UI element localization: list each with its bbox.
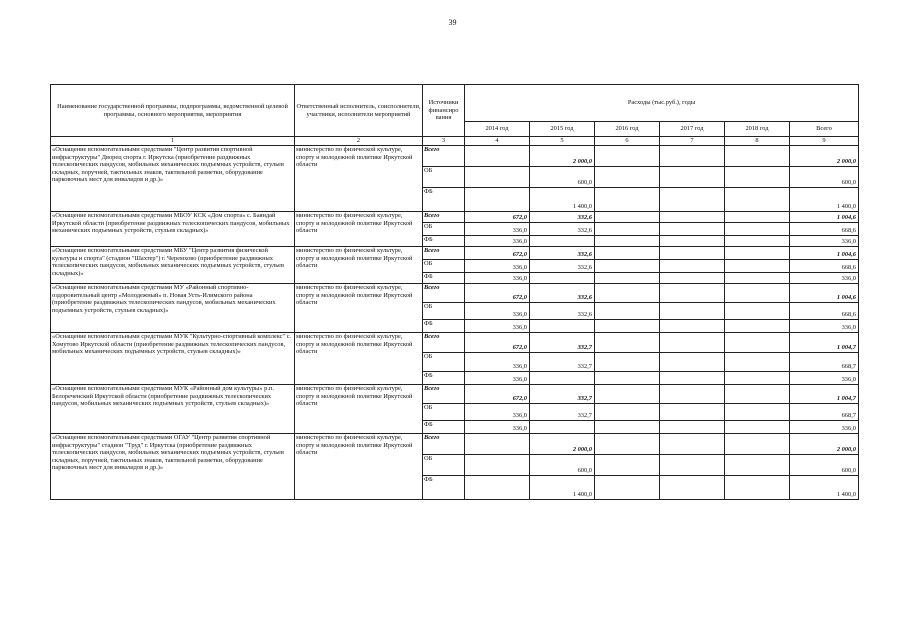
activity-executor: министерство по физической культуре, спорту и молодежной политике Иркутской области (295, 385, 423, 434)
amount-cell (595, 236, 660, 247)
amount-cell: 336,0 (465, 353, 530, 372)
funding-source: Всего (423, 385, 465, 404)
header-source: Источники финансиро вания (423, 85, 465, 137)
amount-cell: 1 004,7 (790, 385, 859, 404)
activity-executor: министерство по физической культуре, спорту и молодежной политике Иркутской области (295, 212, 423, 247)
activity-name: «Оснащение вспомогательными средствами ОГАУ "Центр развития спортивной инфраструктуры" стадион "Труд" г. Иркутска (приобретение раздвижных телескопических пандусов, мобильных механических подъемных устройств, стульев складных, поручней, тактильных знаков, тактильной разметки, оборудование парковочных мест для инвалидов и др.)» (51, 434, 295, 500)
amount-cell: 672,0 (465, 212, 530, 223)
column-number: 9 (790, 137, 859, 146)
amount-cell: 336,0 (790, 320, 859, 333)
amount-cell: 336,0 (465, 223, 530, 236)
amount-cell: 336,0 (465, 372, 530, 385)
column-number: 6 (595, 137, 660, 146)
table-row (51, 434, 859, 455)
amount-cell (725, 372, 790, 385)
amount-cell: 1 004,6 (790, 284, 859, 303)
header-year-2015: 2015 год (530, 122, 595, 137)
amount-cell (725, 236, 790, 247)
funding-source: ОБ (423, 167, 465, 188)
header-year-2018: 2018 год (725, 122, 790, 137)
amount-cell (595, 404, 660, 421)
column-number: 4 (465, 137, 530, 146)
amount-cell (660, 167, 725, 188)
amount-cell (530, 273, 595, 284)
amount-cell: 1 004,6 (790, 212, 859, 223)
amount-cell: 1 004,7 (790, 333, 859, 353)
header-executor: Ответственный исполнитель, соисполнители, участники, исполнители мероприятий (295, 85, 423, 137)
activity-name: «Оснащение вспомогательными средствами "Центр развития спортивной инфраструктуры" Дворец спорта г. Иркутска (приобретение раздвижных телескопических пандусов, мобильных механических подъемных устройств, стульев складных, поручней, тактильных знаков, тактильной разметки, оборудование парковочных мест для инвалидов и др.)» (51, 146, 295, 212)
amount-cell (465, 455, 530, 476)
funding-source: ФБ (423, 320, 465, 333)
amount-cell: 336,0 (790, 421, 859, 434)
amount-cell: 332,6 (530, 247, 595, 260)
amount-cell (595, 353, 660, 372)
amount-cell (725, 353, 790, 372)
funding-source: ФБ (423, 372, 465, 385)
header-year-2017: 2017 год (660, 122, 725, 137)
amount-cell (725, 455, 790, 476)
header-costs: Расходы (тыс.руб.), годы (465, 85, 859, 122)
amount-cell: 336,0 (465, 421, 530, 434)
funding-source: Всего (423, 333, 465, 353)
amount-cell (660, 421, 725, 434)
amount-cell: 336,0 (465, 236, 530, 247)
activity-name: «Оснащение вспомогательными средствами МУК "Культурно-спортивный комплекс" с. Хомутово Иркутской области (приобретение раздвижных телескопических пандусов, мобильных механических подъемных устройств, стульев складных)» (51, 333, 295, 385)
page-number: 39 (448, 18, 457, 27)
amount-cell (595, 223, 660, 236)
amount-cell: 336,0 (465, 404, 530, 421)
amount-cell: 332,7 (530, 385, 595, 404)
activity-name: «Оснащение вспомогательными средствами МБУ "Центр развития физической культуры и спорта" (стадион "Шахтер") г. Черемхово (приобретение раздвижных телескопических пандусов, мобильных механических подъемных устройств, стульев складных)» (51, 247, 295, 284)
amount-cell (725, 260, 790, 273)
amount-cell (530, 320, 595, 333)
amount-cell (725, 303, 790, 320)
amount-cell (595, 303, 660, 320)
amount-cell: 336,0 (465, 260, 530, 273)
amount-cell (660, 223, 725, 236)
activity-executor: министерство по физической культуре, спорту и молодежной политике Иркутской области (295, 284, 423, 333)
activity-name: «Оснащение вспомогательными средствами МУ «Районный спортивно-оздоровительный центр «Молодежный» п. Новая Усть-Илимского района (приобретение раздвижных телескопических пандусов, мобильных механических подъемных устройств, стульев складных)» (51, 284, 295, 333)
amount-cell (530, 236, 595, 247)
amount-cell (595, 455, 660, 476)
amount-cell: 668,7 (790, 404, 859, 421)
table-row (51, 385, 859, 404)
amount-cell: 1 400,0 (790, 188, 859, 212)
funding-source: ОБ (423, 223, 465, 236)
funding-source: ФБ (423, 273, 465, 284)
funding-source: ФБ (423, 236, 465, 247)
table-row (51, 284, 859, 303)
amount-cell: 668,6 (790, 223, 859, 236)
amount-cell (595, 320, 660, 333)
amount-cell (725, 247, 790, 260)
amount-cell (595, 212, 660, 223)
funding-source: ФБ (423, 476, 465, 500)
column-number: 5 (530, 137, 595, 146)
amount-cell (465, 167, 530, 188)
header-total: Всего (790, 122, 859, 137)
amount-cell: 332,6 (530, 260, 595, 273)
amount-cell (530, 421, 595, 434)
activity-executor: министерство по физической культуре, спорту и молодежной политике Иркутской области (295, 247, 423, 284)
amount-cell: 668,6 (790, 260, 859, 273)
amount-cell (660, 247, 725, 260)
amount-cell: 600,0 (790, 167, 859, 188)
amount-cell (660, 303, 725, 320)
column-number: 3 (423, 137, 465, 146)
amount-cell: 672,0 (465, 284, 530, 303)
amount-cell: 2 000,0 (530, 146, 595, 167)
amount-cell (725, 421, 790, 434)
amount-cell (660, 284, 725, 303)
amount-cell (595, 372, 660, 385)
amount-cell: 336,0 (790, 372, 859, 385)
amount-cell (465, 188, 530, 212)
amount-cell (595, 284, 660, 303)
amount-cell (595, 188, 660, 212)
amount-cell: 1 400,0 (530, 188, 595, 212)
table-row (51, 333, 859, 353)
amount-cell (725, 333, 790, 353)
amount-cell (465, 146, 530, 167)
column-number: 7 (660, 137, 725, 146)
activity-name: «Оснащение вспомогательными средствами МУК «Районный дом культуры» р.п. Белореченский Иркутской области (приобретение раздвижных телескопических пандусов, мобильных механических подъемных устройств, стульев складных)» (51, 385, 295, 434)
amount-cell (725, 385, 790, 404)
amount-cell: 336,0 (465, 320, 530, 333)
amount-cell (595, 421, 660, 434)
amount-cell (595, 273, 660, 284)
amount-cell (595, 385, 660, 404)
funding-source: ОБ (423, 404, 465, 421)
amount-cell (660, 476, 725, 500)
amount-cell (595, 260, 660, 273)
amount-cell (660, 372, 725, 385)
amount-cell: 336,0 (790, 236, 859, 247)
funding-source: Всего (423, 247, 465, 260)
amount-cell (725, 476, 790, 500)
amount-cell: 672,0 (465, 247, 530, 260)
amount-cell: 332,7 (530, 333, 595, 353)
header-year-2014: 2014 год (465, 122, 530, 137)
amount-cell (595, 333, 660, 353)
amount-cell (725, 404, 790, 421)
header-name: Наименование государственной программы, подпрограммы, ведомственной целевой программы, основного мероприятия, мероприятия (51, 85, 295, 137)
amount-cell (725, 284, 790, 303)
header-year-2016: 2016 год (595, 122, 660, 137)
amount-cell: 600,0 (790, 455, 859, 476)
table-row (51, 247, 859, 260)
amount-cell (660, 236, 725, 247)
amount-cell: 600,0 (530, 455, 595, 476)
column-number: 8 (725, 137, 790, 146)
amount-cell (660, 188, 725, 212)
column-number: 2 (295, 137, 423, 146)
activity-name: «Оснащение вспомогательными средствами МБОУ КСК «Дом спорта» с. Баяндай Иркутской области (приобретение раздвижных телескопических пандусов, мобильных механических подъемных устройств, стульев складных)» (51, 212, 295, 247)
amount-cell: 332,7 (530, 404, 595, 421)
amount-cell: 332,6 (530, 223, 595, 236)
amount-cell (725, 320, 790, 333)
amount-cell: 2 000,0 (530, 434, 595, 455)
amount-cell (595, 167, 660, 188)
amount-cell: 332,6 (530, 212, 595, 223)
amount-cell (465, 434, 530, 455)
amount-cell (725, 434, 790, 455)
table-body (51, 146, 859, 500)
amount-cell: 672,0 (465, 385, 530, 404)
funding-source: Всего (423, 284, 465, 303)
funding-source: ФБ (423, 188, 465, 212)
amount-cell (660, 260, 725, 273)
table-row (51, 146, 859, 167)
amount-cell: 336,0 (790, 273, 859, 284)
amount-cell: 336,0 (465, 303, 530, 320)
amount-cell (660, 146, 725, 167)
amount-cell (660, 212, 725, 223)
funding-source: ОБ (423, 353, 465, 372)
amount-cell (660, 434, 725, 455)
amount-cell (595, 146, 660, 167)
budget-table (50, 84, 859, 500)
amount-cell (725, 146, 790, 167)
amount-cell: 332,6 (530, 284, 595, 303)
funding-source: ОБ (423, 455, 465, 476)
amount-cell (595, 476, 660, 500)
table-row (51, 212, 859, 223)
amount-cell (725, 188, 790, 212)
activity-executor: министерство по физической культуре, спорту и молодежной политике Иркутской области (295, 434, 423, 500)
amount-cell (725, 273, 790, 284)
funding-source: Всего (423, 146, 465, 167)
amount-cell (660, 385, 725, 404)
amount-cell: 672,0 (465, 333, 530, 353)
amount-cell (660, 404, 725, 421)
amount-cell: 668,6 (790, 303, 859, 320)
amount-cell (660, 353, 725, 372)
amount-cell: 336,0 (465, 273, 530, 284)
funding-source: Всего (423, 434, 465, 455)
amount-cell (660, 273, 725, 284)
amount-cell: 600,0 (530, 167, 595, 188)
amount-cell (465, 476, 530, 500)
amount-cell: 1 400,0 (530, 476, 595, 500)
amount-cell (660, 320, 725, 333)
amount-cell: 668,7 (790, 353, 859, 372)
amount-cell (660, 333, 725, 353)
activity-executor: министерство по физической культуре, спорту и молодежной политике Иркутской области (295, 146, 423, 212)
amount-cell: 332,7 (530, 353, 595, 372)
amount-cell (530, 372, 595, 385)
amount-cell (595, 434, 660, 455)
amount-cell (725, 223, 790, 236)
amount-cell: 2 000,0 (790, 434, 859, 455)
amount-cell (725, 212, 790, 223)
amount-cell (725, 167, 790, 188)
amount-cell: 1 400,0 (790, 476, 859, 500)
amount-cell (595, 247, 660, 260)
amount-cell: 332,6 (530, 303, 595, 320)
amount-cell: 2 000,0 (790, 146, 859, 167)
column-number: 1 (51, 137, 295, 146)
amount-cell: 1 004,6 (790, 247, 859, 260)
amount-cell (660, 455, 725, 476)
funding-source: ФБ (423, 421, 465, 434)
funding-source: ОБ (423, 303, 465, 320)
activity-executor: министерство по физической культуре, спорту и молодежной политике Иркутской области (295, 333, 423, 385)
funding-source: ОБ (423, 260, 465, 273)
funding-source: Всего (423, 212, 465, 223)
